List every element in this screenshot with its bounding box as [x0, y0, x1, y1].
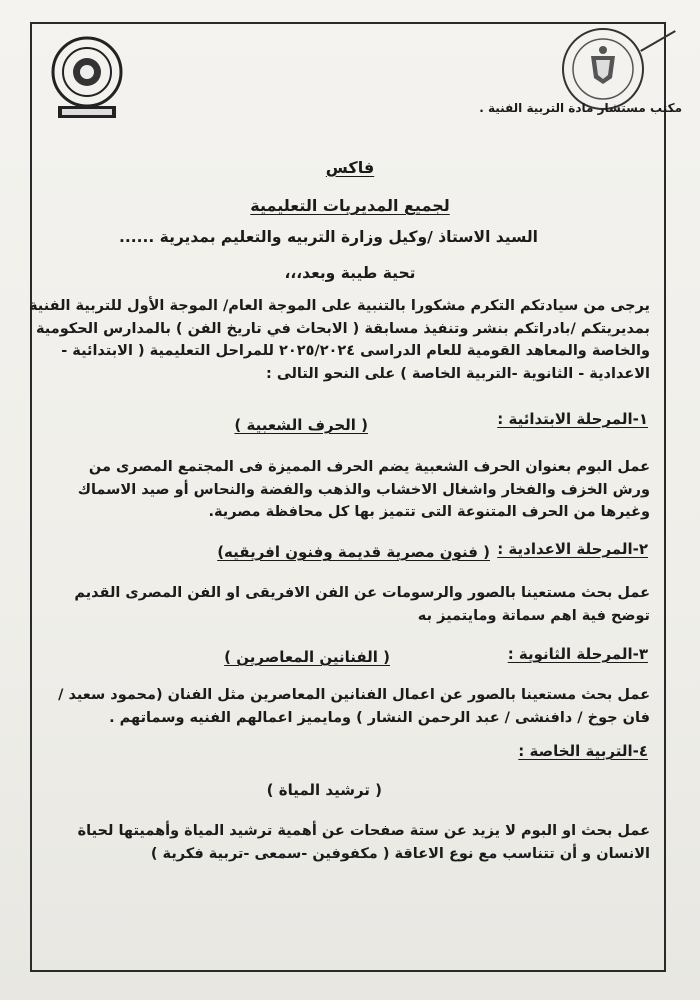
section-heading-secondary: ٣-المرحلة الثانوية : — [507, 645, 648, 663]
section-body-preparatory — [74, 582, 650, 627]
section-topic-special-education: ( ترشيد المياة ) — [266, 781, 382, 799]
body-line: ورش الخزف والفخار واشغال الاخشاب والذهب والفضة والنحاس أو صيد الاسماك — [77, 481, 650, 498]
body-line: فان جوخ / دافنشى / عبد الرحمن النشار ) ومايميز اعمالهم الفنيه وسماتهم . — [109, 709, 650, 726]
intro-line: بمديريتكم /بادراتكم بنشر وتنفيذ مسابقة ( الابحاث في تاريخ الفن ) بالمدارس الحكومية — [36, 320, 650, 337]
section-topic-primary: ( الحرف الشعبية ) — [234, 416, 368, 434]
intro-paragraph — [29, 295, 650, 385]
office-line: مكتب مستشار مادة التربية الفنية . — [479, 101, 682, 115]
art-education-office-seal — [48, 36, 126, 120]
greeting-line: تحية طيبة وبعد،،، — [284, 264, 416, 282]
to-line: السيد الاستاذ /وكيل وزارة التربيه والتعليم بمديرية ...... — [118, 228, 538, 246]
addressee-line: لجميع المديريات التعليمية — [250, 196, 450, 215]
body-line: وغيرها من الحرف المتنوعة التى تتميز بها كل محافظة مصرية. — [208, 504, 650, 520]
intro-line: والخاصة والمعاهد القومية للعام الدراسى ٢٠٢٥/٢٠٢٤ للمراحل التعليمية ( الابتدائية - — [61, 343, 650, 359]
section-body-special-education — [78, 820, 650, 865]
section-topic-secondary: ( الفنانين المعاصرين ) — [224, 648, 390, 666]
section-topic-preparatory: ( فنون مصرية قديمة وفنون افريقيه) — [217, 543, 490, 561]
section-body-primary — [78, 456, 650, 524]
body-line: عمل البوم بعنوان الحرف الشعبية يضم الحرف المميزة فى المجتمع المصرى من — [88, 459, 650, 475]
body-line: توضح فية اهم سماتة ومايتميز به — [417, 607, 650, 624]
fax-title: فاكس — [325, 158, 375, 177]
body-line: عمل بحث او البوم لا يزيد عن ستة صفحات عن أهمية ترشيد المياة وأهميتها لحياة — [77, 823, 650, 839]
body-line: عمل بحث مستعينا بالصور عن اعمال الفنانين المعاصرين مثل الفنان (محمود سعيد / — [58, 687, 650, 703]
intro-line: يرجى من سيادتكم التكرم مشكورا بالتنبية على الموجة العام/ الموجة الأول للتربية الفنية — [29, 298, 650, 314]
body-line: عمل بحث مستعينا بالصور والرسومات عن الفن الافريقى او الفن المصرى القديم — [74, 585, 650, 601]
ministry-of-education-logo — [560, 26, 646, 112]
section-heading-primary: ١-المرحلة الابتدائية : — [497, 410, 648, 428]
body-line: الانسان و أن تتناسب مع نوع الاعاقة ( مكفوفين -سمعى -تربية فكرية ) — [150, 845, 650, 862]
section-heading-preparatory: ٢-المرحلة الاعدادية : — [497, 540, 648, 558]
intro-line: الاعدادية - الثانوية -التربية الخاصة ) على النحو التالى : — [265, 365, 650, 382]
section-body-secondary — [58, 684, 650, 729]
section-heading-special-education: ٤-التربية الخاصة : — [518, 742, 648, 760]
